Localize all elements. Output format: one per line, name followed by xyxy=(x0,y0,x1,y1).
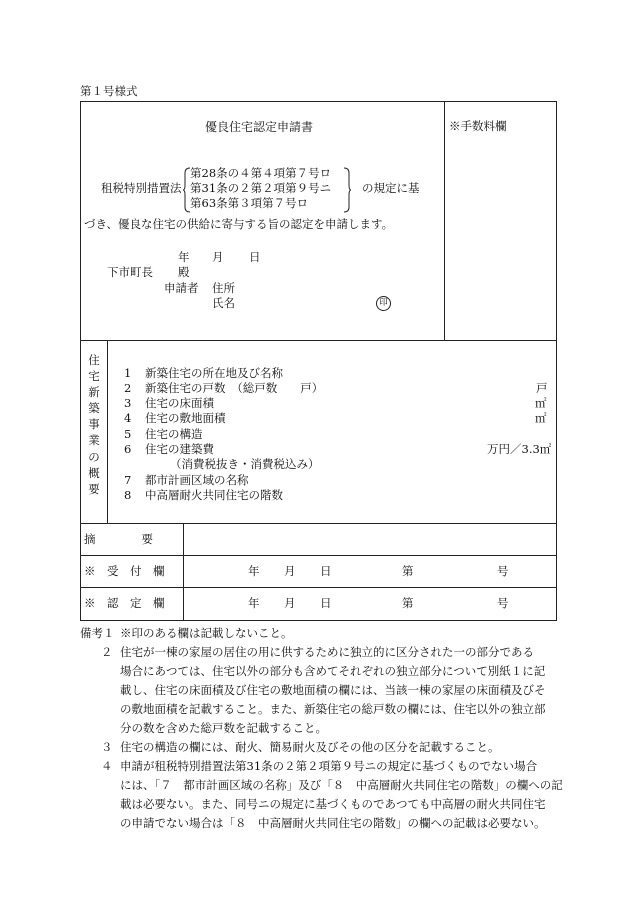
application-year-label: 年 xyxy=(178,250,190,264)
approval-no-prefix: 第 xyxy=(402,596,414,610)
item-unit: ㎡ xyxy=(535,396,547,410)
item-number: 4 xyxy=(124,411,132,425)
item-label: 中高層耐火共同住宅の階数 xyxy=(145,488,283,502)
law-name: 租税特別措置法 xyxy=(101,181,182,195)
left-brace xyxy=(183,167,191,213)
summary-label: 摘 要 xyxy=(84,532,153,546)
law-suffix: の規定に基 xyxy=(362,181,420,195)
note-line: 場合にあつては、住宅以外の部分も含めてそれぞれの独立部分について別紙１に記 xyxy=(120,664,546,678)
note-line: ※印のある欄は記載しないこと。 xyxy=(120,626,293,640)
reception-year: 年 xyxy=(248,564,260,578)
addressee-mayor: 下市町長 xyxy=(107,265,153,279)
item-number: 3 xyxy=(124,396,132,410)
fee-column-label: ※手数料欄 xyxy=(449,119,507,133)
form-title: 優良住宅認定申請書 xyxy=(205,120,314,134)
item-label: 住宅の床面積 xyxy=(145,396,214,410)
seal-mark: 印 xyxy=(376,296,391,311)
note-line: 載し、住宅の床面積及び住宅の敷地面積の欄には、当該一棟の家屋の床面積及びそ xyxy=(120,683,546,697)
item-label: 住宅の敷地面積 xyxy=(145,411,226,425)
note-line: 住宅が一棟の家屋の居住の用に供するために独立的に区分された一の部分である xyxy=(120,645,534,659)
note-line: 申請が租税特別措置法第31条の２第２項第９号ニの規定に基づくものでない場合 xyxy=(120,759,538,773)
reception-no-suffix: 号 xyxy=(497,564,509,578)
note-line: 住宅の構造の欄には、耐火、簡易耐火及びその他の区分を記載すること。 xyxy=(120,740,500,754)
item-label: 都市計画区域の名称 xyxy=(145,473,249,487)
law-article-2: 第31条の２第２項第９号ニ xyxy=(190,181,332,195)
note-line: には、「７ 都市計画区域の名称」及び「８ 中高層耐火共同住宅の階数」の欄への記 xyxy=(120,778,563,792)
item-number: 1 xyxy=(124,366,132,380)
item-number: 5 xyxy=(124,427,132,441)
right-brace xyxy=(343,167,351,213)
note-line: 分の数を含めた総戸数を記載すること。 xyxy=(120,721,327,735)
applicant-address-label: 住所 xyxy=(212,281,235,295)
addressee-honorific: 殿 xyxy=(178,265,190,279)
item-label: 住宅の建築費 xyxy=(145,442,214,456)
reception-no-prefix: 第 xyxy=(402,564,414,578)
applicant-label: 申請者 xyxy=(164,281,199,295)
item-number: 2 xyxy=(124,381,132,395)
note-number: ２ xyxy=(101,645,113,659)
application-month-label: 月 xyxy=(212,250,224,264)
item-label: 新築住宅の戸数 （総戸数 戸） xyxy=(145,381,324,395)
approval-no-suffix: 号 xyxy=(497,596,509,610)
item-label: 新築住宅の所在地及び名称 xyxy=(145,366,283,380)
approval-year: 年 xyxy=(248,596,260,610)
law-article-3: 第63条第３項第７号ロ xyxy=(190,196,309,210)
law-continuation: づき、優良な住宅の供給に寄与する旨の認定を申請します。 xyxy=(84,217,394,231)
item-unit: 戸 xyxy=(536,381,548,395)
note-number: ４ xyxy=(101,759,113,773)
notes-heading: 備考１ xyxy=(80,626,115,640)
reception-label: ※ 受 付 欄 xyxy=(84,564,165,578)
note-line: の申請でない場合は「８ 中高層耐火共同住宅の階数」の欄への記載は必要ない。 xyxy=(120,816,546,830)
item-unit: ㎡ xyxy=(535,411,547,425)
note-line: 載は必要ない。また、同号ニの規定に基づくものであつても中高層の耐火共同住宅 xyxy=(120,797,546,811)
reception-month: 月 xyxy=(284,564,296,578)
approval-label: ※ 認 定 欄 xyxy=(84,596,165,610)
item-label: 住宅の構造 xyxy=(145,427,203,441)
item-number: 7 xyxy=(124,473,132,487)
item-label: （消費税抜き・消費税込み） xyxy=(170,457,320,471)
application-day-label: 日 xyxy=(249,250,261,264)
item-unit: 万円／3.3㎡ xyxy=(487,442,552,456)
item-number: 6 xyxy=(124,442,132,456)
note-number: ３ xyxy=(101,740,113,754)
applicant-name-label: 氏名 xyxy=(212,296,235,310)
form-number: 第１号様式 xyxy=(80,84,138,98)
approval-day: 日 xyxy=(320,596,332,610)
project-overview-label: 住 宅 新 築 事 業 の 概 要 xyxy=(88,353,100,496)
approval-month: 月 xyxy=(284,596,296,610)
item-number: 8 xyxy=(124,488,132,502)
reception-day: 日 xyxy=(320,564,332,578)
note-line: の敷地面積を記載すること。また、新築住宅の総戸数の欄には、住宅以外の独立部 xyxy=(120,702,546,716)
law-article-1: 第28条の４第４項第７号ロ xyxy=(190,166,332,180)
